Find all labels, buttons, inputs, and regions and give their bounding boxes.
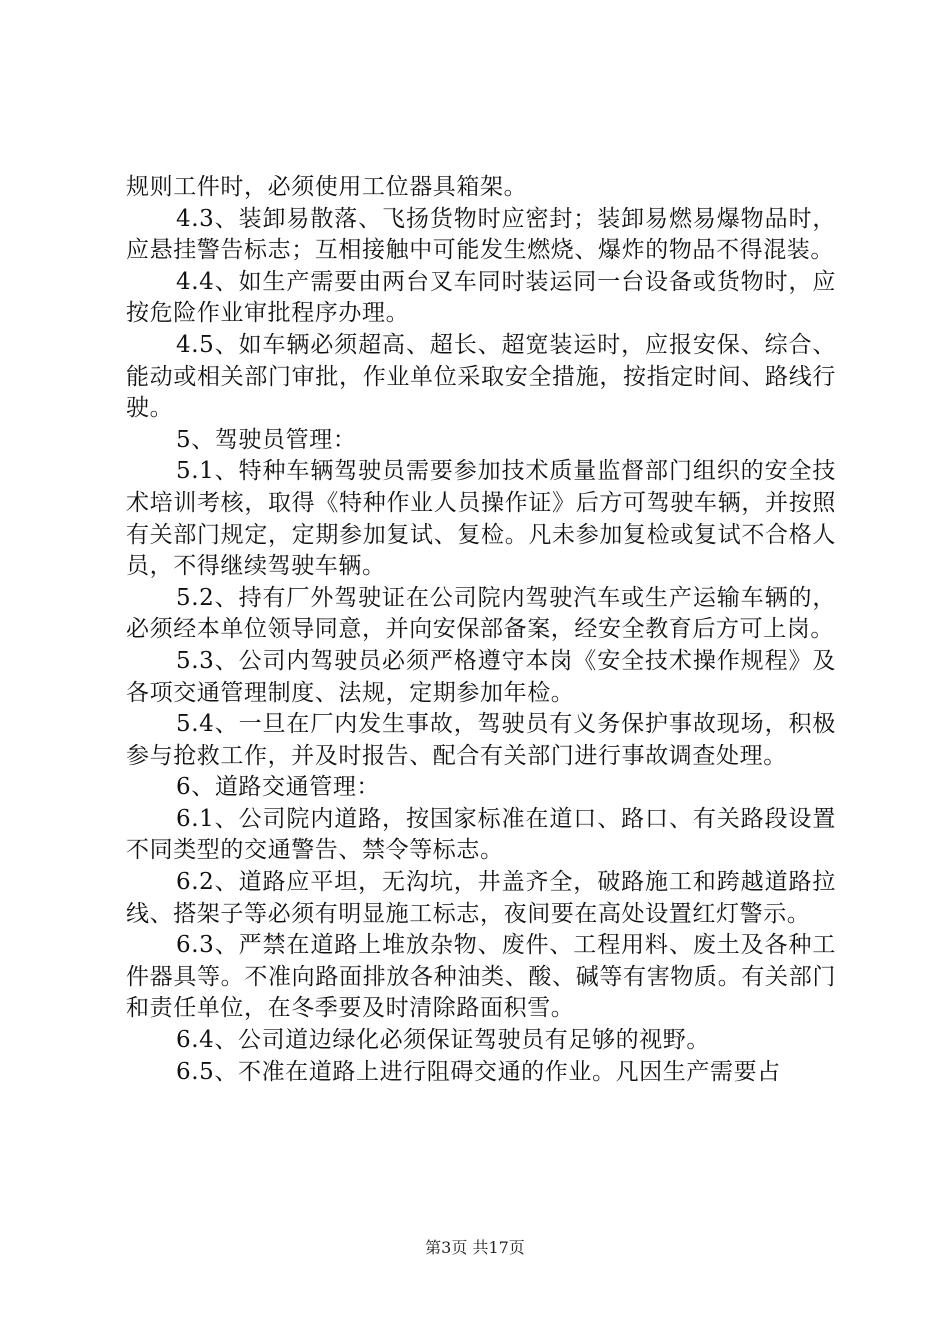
paragraph-5-4: 5.4、一旦在厂内发生事故，驾驶员有义务保护事故现场，积极参与抢救工作，并及时报告、配合有关部门进行事故调查处理。 — [126, 711, 836, 769]
paragraph-5-3: 5.3、公司内驾驶员必须严格遵守本岗《安全技术操作规程》及各项交通管理制度、法规，定期参加年检。 — [126, 647, 836, 706]
paragraph-6-2: 6.2、道路应平坦，无沟坑，井盖齐全，破路施工和跨越道路拉线、搭架子等必须有明显施工标志，夜间要在高处设置红灯警示。 — [126, 869, 836, 927]
document-body — [126, 172, 836, 1088]
section-heading-6: 6、道路交通管理： — [176, 774, 381, 801]
paragraph-4-5: 4.5、如车辆必须超高、超长、超宽装运时，应报安保、综合、能动或相关部门审批，作业单位采取安全措施，按指定时间、路线行驶。 — [126, 331, 836, 422]
paragraph-6-5: 6.5、不准在道路上进行阻碍交通的作业。凡因生产需要占 — [176, 1058, 781, 1085]
paragraph-5-2: 5.2、持有厂外驾驶证在公司院内驾驶汽车或生产运输车辆的，必须经本单位领导同意，并向安保部备案，经安全教育后方可上岗。 — [126, 584, 836, 643]
paragraph-4-3: 4.3、装卸易散落、飞扬货物时应密封；装卸易燃易爆物品时，应悬挂警告标志；互相接触中可能发生燃烧、爆炸的物品不得混装。 — [126, 205, 836, 264]
paragraph-6-1: 6.1、公司院内道路，按国家标准在道口、路口、有关路段设置不同类型的交通警告、禁令等标志。 — [126, 805, 836, 864]
section-heading-5: 5、驾驶员管理： — [176, 426, 357, 453]
paragraph-6-4: 6.4、公司道边绿化必须保证驾驶员有足够的视野。 — [176, 1027, 710, 1054]
paragraph-continuation: 规则工件时，必须使用工位器具箱架。 — [126, 174, 528, 200]
paragraph-4-4: 4.4、如生产需要由两台叉车同时装运同一台设备或货物时，应按危险作业审批程序办理。 — [126, 268, 836, 327]
page-number-footer: 第3页 共17页 — [425, 1238, 525, 1257]
paragraph-6-3: 6.3、严禁在道路上堆放杂物、废件、工程用料、废土及各种工件器具等。不准向路面排放各种油类、酸、碱等有害物质。有关部门和责任单位，在冬季要及时清除路面积雪。 — [126, 932, 836, 1022]
paragraph-5-1: 5.1、特种车辆驾驶员需要参加技术质量监督部门组织的安全技术培训考核，取得《特种作业人员操作证》后方可驾驶车辆，并按照有关部门规定，定期参加复试、复检。凡未参加复检或复试不合格人员，不得继续驾驶车辆。 — [126, 458, 836, 580]
